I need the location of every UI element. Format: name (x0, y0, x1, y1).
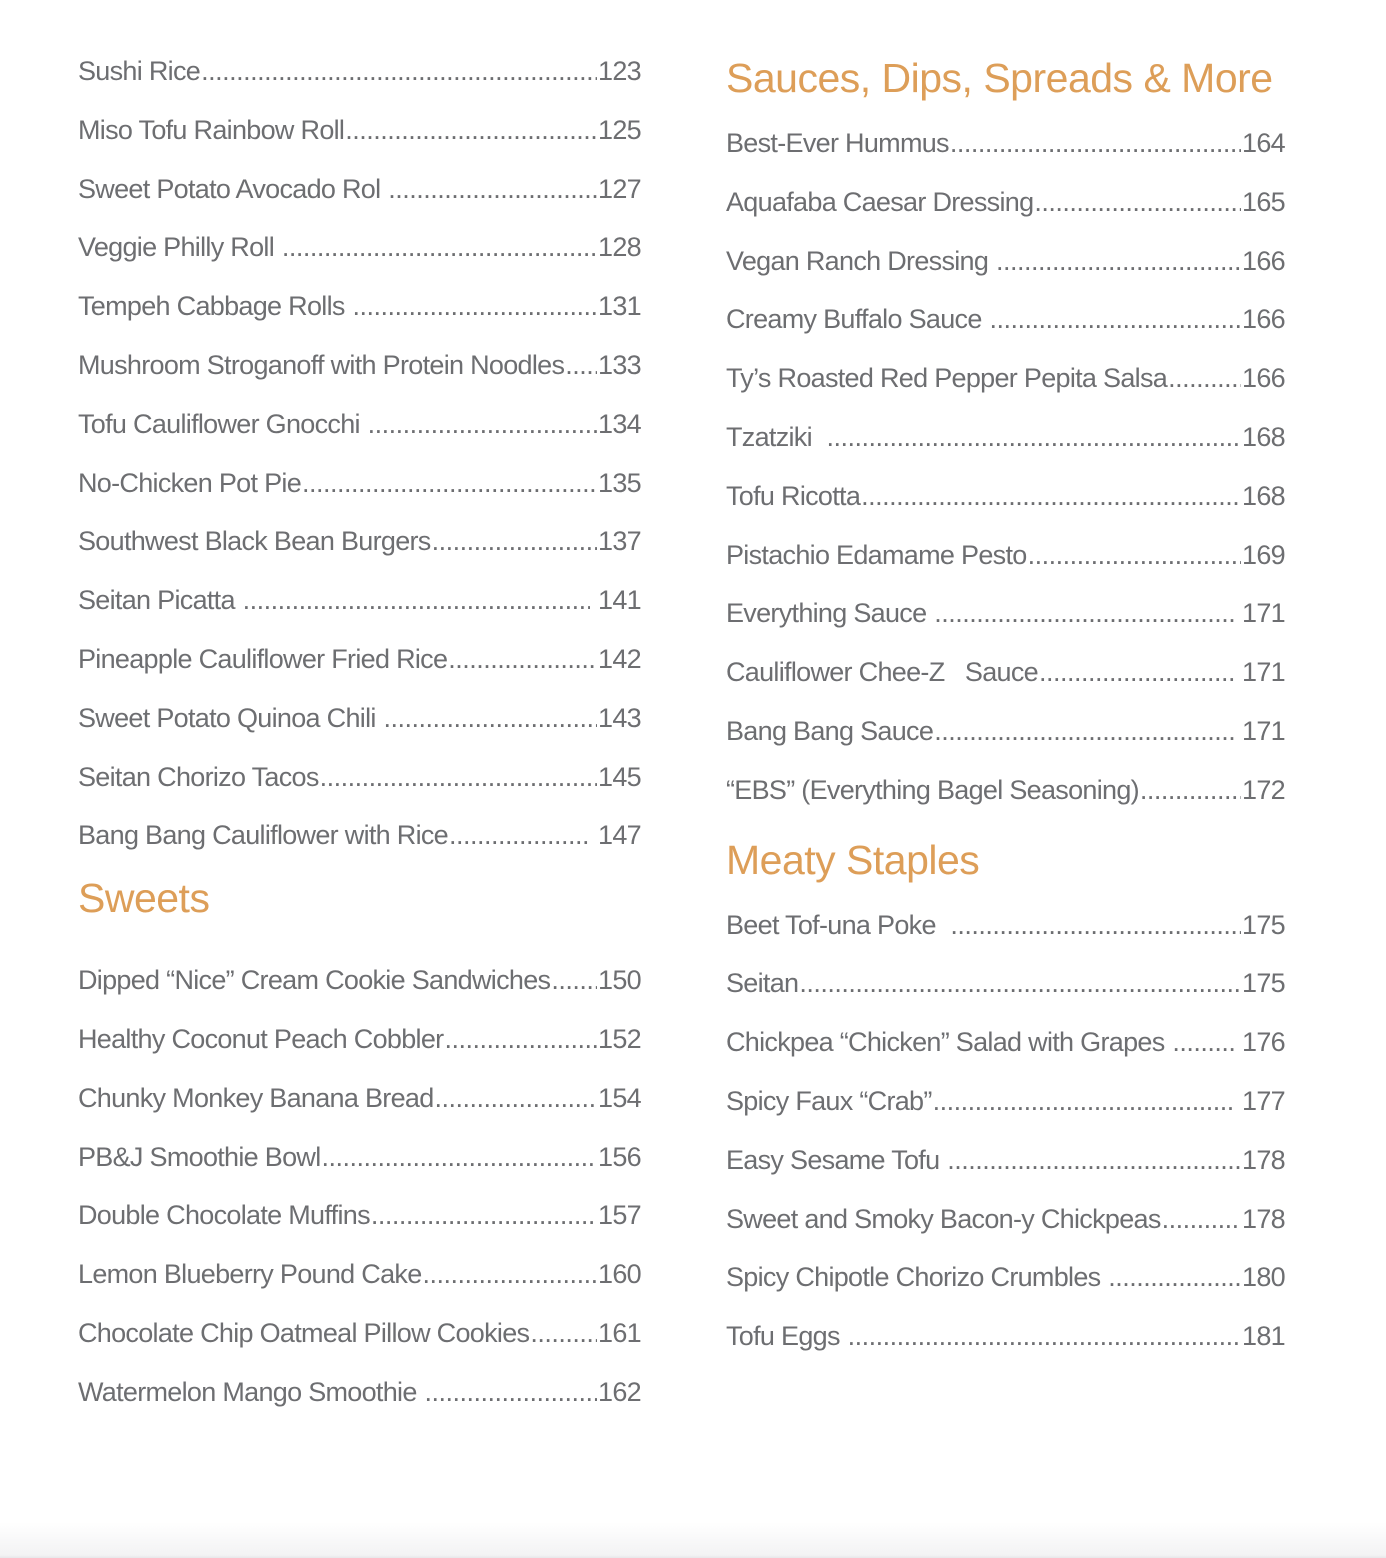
page-number: 145 (598, 761, 641, 792)
toc-entry[interactable] (78, 452, 641, 511)
page-number: 127 (598, 173, 641, 204)
toc-entry[interactable] (726, 465, 1285, 524)
page-number: 171 (1235, 715, 1285, 746)
recipe-title: “EBS” (Everything Bagel Seasoning) (726, 774, 1139, 805)
page-number: 135 (598, 467, 641, 498)
toc-entry[interactable] (726, 759, 1285, 818)
recipe-title: Beet Tof-una Poke (726, 909, 950, 940)
dot-leader (1039, 657, 1234, 688)
recipe-title: Cauliflower Chee-Z Sauce (726, 657, 1038, 688)
meaty-staples-list (726, 894, 1285, 1364)
dot-leader (950, 910, 1241, 941)
recipe-title: Ty’s Roasted Red Pepper Pepita Salsa (726, 363, 1168, 394)
main-dishes-list (78, 0, 641, 863)
page-number: 134 (598, 408, 641, 439)
page-number: 175 (1242, 909, 1285, 940)
page-number: 137 (598, 526, 641, 557)
recipe-title: Seitan Picatta (78, 585, 242, 616)
page-number: 181 (1242, 1321, 1285, 1352)
dot-leader (799, 968, 1241, 999)
page-number: 176 (1235, 1027, 1285, 1058)
page-number: 128 (598, 232, 641, 263)
dot-leader (530, 1318, 597, 1349)
dot-leader (352, 291, 597, 322)
toc-entry[interactable] (78, 949, 641, 1008)
page-number: 172 (1242, 774, 1285, 805)
toc-entry[interactable] (78, 804, 641, 863)
toc-entry[interactable] (78, 1126, 641, 1185)
recipe-title: Tofu Cauliflower Gnocchi (78, 408, 367, 439)
page-number: 178 (1242, 1203, 1285, 1234)
recipe-title: Dipped “Nice” Cream Cookie Sandwiches (78, 965, 551, 996)
recipe-title: Miso Tofu Rainbow Roll (78, 114, 345, 145)
toc-entry[interactable] (726, 1246, 1285, 1305)
dot-leader (565, 350, 597, 381)
toc-entry[interactable] (726, 171, 1285, 230)
toc-entry[interactable] (726, 700, 1285, 759)
toc-entry[interactable] (78, 510, 641, 569)
sweets-section-heading: Sweets (78, 875, 210, 922)
dot-leader (827, 422, 1242, 453)
recipe-title: Tempeh Cabbage Rolls (78, 291, 352, 322)
page-bottom-shadow (0, 1522, 1386, 1558)
dot-leader (950, 128, 1241, 159)
sauces-list (726, 112, 1285, 818)
page-number: 171 (1235, 657, 1285, 688)
page-number: 160 (598, 1259, 641, 1290)
recipe-title: Veggie Philly Roll (78, 232, 281, 263)
toc-entry[interactable] (78, 746, 641, 805)
recipe-title: Healthy Coconut Peach Cobbler (78, 1023, 444, 1054)
page-number: 143 (598, 702, 641, 733)
toc-entry[interactable] (726, 524, 1285, 583)
recipe-title: Sweet Potato Avocado Rol (78, 173, 388, 204)
recipe-title: Spicy Faux “Crab” (726, 1085, 932, 1116)
toc-entry[interactable] (78, 99, 641, 158)
toc-entry[interactable] (78, 1302, 641, 1361)
toc-entry[interactable] (726, 894, 1285, 953)
dot-leader (934, 716, 1234, 747)
page-number: 171 (1235, 598, 1285, 629)
recipe-title: Chickpea “Chicken” Salad with Grapes (726, 1027, 1172, 1058)
toc-entry[interactable] (78, 569, 641, 628)
toc-right-column (726, 0, 1285, 1364)
dot-leader (201, 56, 597, 87)
page-number: 164 (1242, 128, 1285, 158)
page-number: 133 (598, 349, 641, 380)
dot-leader (449, 820, 590, 851)
recipe-title: Pineapple Cauliflower Fried Rice (78, 643, 448, 674)
recipe-title: Tofu Eggs (726, 1321, 847, 1352)
dot-leader (933, 1086, 1235, 1117)
page-number: 147 (591, 820, 641, 851)
recipe-title: Spicy Chipotle Chorizo Crumbles (726, 1262, 1108, 1293)
dot-leader (1108, 1262, 1241, 1293)
toc-entry[interactable] (78, 393, 641, 452)
dot-leader (345, 115, 597, 146)
recipe-title: Sweet and Smoky Bacon-y Chickpeas (726, 1203, 1161, 1234)
page-number: 168 (1242, 480, 1285, 511)
toc-entry[interactable] (78, 40, 641, 99)
dot-leader (424, 1377, 597, 1408)
dot-leader (322, 1142, 598, 1173)
dot-leader (934, 598, 1234, 629)
page-number: 150 (598, 965, 641, 996)
recipe-title: Creamy Buffalo Sauce (726, 304, 989, 335)
toc-entry[interactable] (78, 275, 641, 334)
recipe-title: Southwest Black Bean Burgers (78, 526, 431, 557)
page-number: 180 (1242, 1262, 1285, 1293)
toc-entry[interactable] (726, 1188, 1285, 1247)
toc-entry[interactable] (726, 1129, 1285, 1188)
toc-entry[interactable] (726, 112, 1285, 171)
recipe-title: Watermelon Mango Smoothie (78, 1376, 424, 1407)
page-number: 162 (598, 1376, 641, 1407)
dot-leader (444, 1024, 597, 1055)
page-number: 131 (598, 291, 641, 322)
toc-entry[interactable] (726, 1070, 1285, 1129)
page-number: 169 (1242, 539, 1285, 570)
recipe-title: Easy Sesame Tofu (726, 1144, 947, 1175)
dot-leader (1034, 187, 1241, 218)
toc-entry[interactable] (78, 1243, 641, 1302)
recipe-title: Bang Bang Cauliflower with Rice (78, 820, 448, 851)
dot-leader (861, 481, 1241, 512)
toc-entry[interactable] (726, 1011, 1285, 1070)
toc-entry[interactable] (78, 158, 641, 217)
dot-leader (368, 409, 597, 440)
recipe-title: Seitan (726, 968, 799, 999)
recipe-title: Mushroom Stroganoff with Protein Noodles (78, 349, 565, 380)
toc-left-column (78, 0, 641, 1420)
page-number: 165 (1242, 186, 1285, 217)
dot-leader (320, 762, 597, 793)
page-number: 154 (598, 1082, 641, 1113)
dot-leader (947, 1145, 1241, 1176)
page-number: 125 (598, 114, 641, 145)
dot-leader (282, 232, 597, 263)
toc-entry[interactable] (726, 230, 1285, 289)
toc-entry[interactable] (78, 628, 641, 687)
toc-entry[interactable] (726, 406, 1285, 465)
dot-leader (1172, 1027, 1234, 1058)
recipe-title: Tofu Ricotta (726, 480, 861, 511)
dot-leader (848, 1321, 1241, 1352)
dot-leader (989, 304, 1241, 335)
recipe-title: No-Chicken Pot Pie (78, 467, 302, 498)
dot-leader (551, 965, 597, 996)
toc-entry[interactable] (78, 334, 641, 393)
page-number: 166 (1242, 245, 1285, 276)
dot-leader (302, 468, 597, 499)
page-number: 152 (598, 1023, 641, 1054)
page-number: 166 (1242, 304, 1285, 335)
dot-leader (435, 1083, 598, 1114)
recipe-title: Vegan Ranch Dressing (726, 245, 995, 276)
page-number: 141 (591, 585, 641, 616)
dot-leader (996, 246, 1241, 277)
recipe-title: Lemon Blueberry Pound Cake (78, 1259, 422, 1290)
toc-entry[interactable] (78, 687, 641, 746)
recipe-title: Sweet Potato Quinoa Chili (78, 702, 383, 733)
recipe-title: Chocolate Chip Oatmeal Pillow Cookies (78, 1317, 530, 1348)
dot-leader (383, 703, 597, 734)
toc-entry[interactable] (78, 1008, 641, 1067)
toc-entry[interactable] (726, 1305, 1285, 1364)
toc-entry[interactable] (726, 952, 1285, 1011)
toc-entry[interactable] (726, 288, 1285, 347)
dot-leader (432, 526, 597, 557)
recipe-title: Seitan Chorizo Tacos (78, 761, 319, 792)
toc-entry[interactable] (78, 1184, 641, 1243)
sauces-section-heading: Sauces, Dips, Spreads & More (726, 55, 1273, 101)
recipe-title: Chunky Monkey Banana Bread (78, 1082, 434, 1113)
dot-leader (388, 174, 597, 205)
toc-entry[interactable] (78, 1361, 641, 1420)
toc-entry[interactable] (726, 641, 1285, 700)
toc-entry[interactable] (726, 347, 1285, 406)
page-number: 178 (1242, 1144, 1285, 1175)
page-number: 166 (1242, 363, 1285, 394)
dot-leader (1162, 1204, 1241, 1235)
toc-entry[interactable] (726, 582, 1285, 641)
dot-leader (1140, 775, 1241, 806)
recipe-title: Best-Ever Hummus (726, 128, 949, 158)
dot-leader (243, 585, 591, 616)
recipe-title: Everything Sauce (726, 598, 934, 629)
sweets-list (78, 949, 641, 1419)
recipe-title: PB&J Smoothie Bowl (78, 1141, 321, 1172)
toc-entry[interactable] (78, 216, 641, 275)
page-number: 157 (598, 1200, 641, 1231)
page-number: 156 (598, 1141, 641, 1172)
dot-leader (1168, 363, 1241, 394)
recipe-title: Bang Bang Sauce (726, 715, 934, 746)
page-number: 161 (598, 1317, 641, 1348)
recipe-title: Tzatziki (726, 421, 826, 452)
page-number: 175 (1242, 968, 1285, 999)
meaty-staples-section-heading: Meaty Staples (726, 836, 980, 883)
recipe-title: Pistachio Edamame Pesto (726, 539, 1027, 570)
recipe-title: Double Chocolate Muffins (78, 1200, 370, 1231)
dot-leader (1028, 540, 1241, 571)
toc-entry[interactable] (78, 1067, 641, 1126)
dot-leader (371, 1200, 597, 1231)
page-number: 177 (1235, 1085, 1285, 1116)
dot-leader (423, 1259, 598, 1290)
page-number: 142 (598, 643, 641, 674)
recipe-title: Aquafaba Caesar Dressing (726, 186, 1034, 217)
page-number: 168 (1242, 421, 1285, 452)
page-number: 123 (598, 56, 641, 86)
dot-leader (448, 644, 597, 675)
recipe-title: Sushi Rice (78, 56, 201, 86)
